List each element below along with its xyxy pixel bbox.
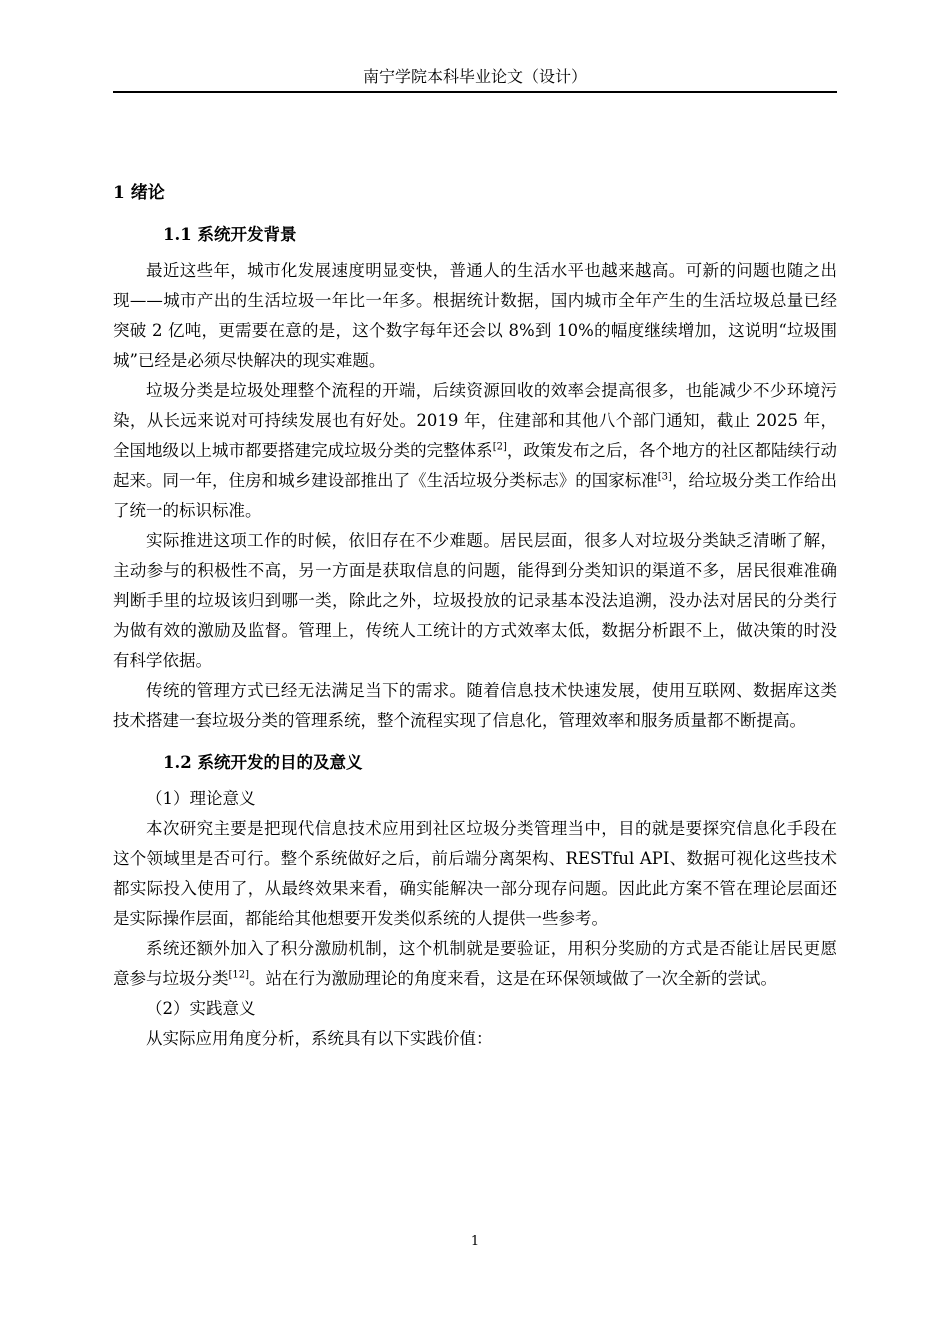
paragraph: 最近这些年，城市化发展速度明显变快，普通人的生活水平也越来越高。可新的问题也随之出现——城市产出的生活垃圾一年比一年多。根据统计数据，国内城市全年产生的生活垃圾总量已经突破 2 亿吨，更需要在意的是，这个数字每年还会以 8%到 10%的幅度继续增加，这说明“垃圾围城”已经是必须尽快解决的现实难题。 [113,261,837,370]
section-heading-1-1: 1.1 系统开发背景 [163,225,297,244]
paragraph-text: 。站在行为激励理论的角度来看，这是在环保领域做了一次全新的尝试。 [249,969,778,988]
citation-ref: [2] [492,441,507,453]
paragraph [113,934,837,994]
paragraph-text: ，给垃圾分类工作给出了统一的标识标准。 [113,471,838,520]
paragraph-text: 系统还额外加入了积分激励机制，这个机制就是要验证，用积分奖励的方式是否能让居民更愿意参与垃圾分类 [113,939,837,988]
paragraph: 传统的管理方式已经无法满足当下的需求。随着信息技术快速发展，使用互联网、数据库这类技术搭建一套垃圾分类的管理系统，整个流程实现了信息化，管理效率和服务质量都不断提高。 [113,681,837,730]
page-number: 1 [470,1234,480,1249]
chapter-heading: 1 绪论 [113,183,165,203]
paragraph-text: 垃圾分类是垃圾处理整个流程的开端，后续资源回收的效率会提高很多，也能减少不少环境污染，从长远来说对可持续发展也有好处。2019 年，住建部和其他八个部门通知，截止 2025 年，全国地级以上城市都要搭建完成垃圾分类的完整体系 [113,381,837,460]
body-text [113,170,837,1054]
running-header: 南宁学院本科毕业论文（设计） [362,67,587,86]
citation-ref: [3] [657,471,672,483]
header-rule [113,91,837,93]
paragraph: 本次研究主要是把现代信息技术应用到社区垃圾分类管理当中，目的就是要探究信息化手段在这个领域里是否可行。整个系统做好之后，前后端分离架构、RESTful API、数据可视化这些技术都实际投入使用了，从最终效果来看，确实能解决一部分现存问题。因此此方案不管在理论层面还是实际操作层面，都能给其他想要开发类似系统的人提供一些参考。 [113,819,837,928]
paragraph: 从实际应用角度分析，系统具有以下实践价值： [146,1029,493,1048]
paragraph-text: ，政策发布之后，各个地方的社区都陆续行动起来。同一年，住房和城乡建设部推出了《生活垃圾分类标志》的国家标准 [113,441,838,490]
paragraph: 实际推进这项工作的时候，依旧存在不少难题。居民层面，很多人对垃圾分类缺乏清晰了解，主动参与的积极性不高，另一方面是获取信息的问题，能得到分类知识的渠道不多，居民很难准确判断手里的垃圾该归到哪一类，除此之外，垃圾投放的记录基本没法追溯，没办法对居民的分类行为做有效的激励及监督。管理上，传统人工统计的方式效率太低，数据分析跟不上，做决策的时没有科学依据。 [113,531,837,670]
citation-ref: [12] [228,969,250,981]
list-item-label: （1）理论意义 [146,789,256,808]
paragraph [113,376,837,526]
section-heading-1-2: 1.2 系统开发的目的及意义 [163,753,363,772]
list-item-label: （2）实践意义 [146,999,256,1018]
